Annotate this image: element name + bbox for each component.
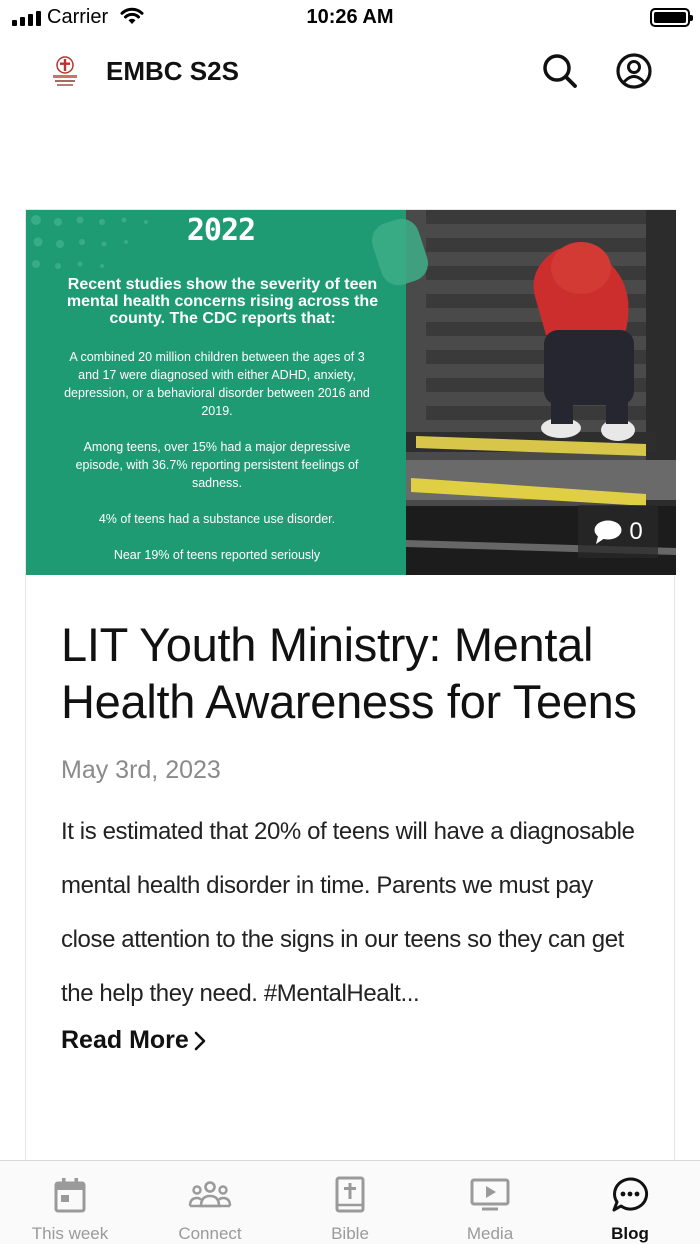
tab-label: This week — [31, 1224, 109, 1243]
tab-connect[interactable] — [140, 1161, 280, 1244]
battery-icon — [650, 8, 690, 27]
tab-media[interactable] — [420, 1161, 560, 1244]
tab-label: Connect — [178, 1224, 242, 1243]
calendar-icon — [53, 1177, 87, 1213]
comment-icon — [593, 519, 623, 545]
infographic-headline: Recent studies show the severity of teen mental health concerns rising across the county. The CDC reports that: — [66, 276, 379, 327]
church-logo — [48, 54, 82, 88]
bottom-tab-bar — [0, 1160, 700, 1244]
account-icon — [615, 52, 653, 90]
infographic-year: 2022 — [186, 213, 256, 248]
infographic-paragraph: Among teens, over 15% had a major depressive episode, with 36.7% reporting persistent feelings of sadness. — [75, 440, 359, 490]
search-button[interactable] — [540, 51, 580, 91]
people-icon — [188, 1180, 232, 1210]
blog-post-card[interactable] — [25, 209, 675, 1169]
infographic-paragraph: 4% of teens had a substance use disorder. — [98, 512, 336, 526]
post-excerpt: It is estimated that 20% of teens will have a diagnosable mental health disorder in time. Parents we must pay close attention to the signs in our teens so they can get the help they need. #MentalHealt... — [61, 818, 635, 1007]
media-icon — [470, 1177, 510, 1213]
tab-label: Media — [466, 1224, 514, 1243]
chevron-right-icon — [193, 1030, 207, 1052]
chat-bubble-icon — [611, 1176, 649, 1214]
tab-label: Bible — [331, 1224, 369, 1243]
comment-count: 0 — [629, 517, 643, 545]
read-more-label: Read More — [61, 1026, 189, 1054]
infographic-paragraph: A combined 20 million children between the ages of 3 and 17 were diagnosed with either ADHD, anxiety, depression, or a behavioral disorder between 2016 and 2019. — [64, 350, 370, 418]
clock: 10:26 AM — [306, 6, 394, 28]
tab-label: Blog — [611, 1224, 649, 1243]
post-title[interactable]: LIT Youth Ministry: Mental Health Awareness for Teens — [61, 618, 637, 728]
read-more-link[interactable] — [61, 1026, 207, 1055]
bible-icon — [334, 1176, 366, 1214]
app-title: EMBC S2S — [106, 56, 239, 86]
comments-button[interactable] — [578, 505, 658, 558]
carrier-label: Carrier — [47, 6, 109, 28]
post-date: May 3rd, 2023 — [61, 756, 221, 784]
tab-bible[interactable] — [280, 1161, 420, 1244]
infographic-body — [62, 348, 372, 575]
tab-blog[interactable] — [560, 1161, 700, 1244]
status-bar — [0, 0, 700, 36]
tab-this-week[interactable] — [0, 1161, 140, 1244]
app-header — [0, 36, 700, 106]
infographic-panel — [26, 210, 416, 575]
infographic-paragraph: Near 19% of teens reported seriously — [113, 548, 321, 562]
account-button[interactable] — [614, 51, 654, 91]
search-icon — [541, 52, 579, 90]
